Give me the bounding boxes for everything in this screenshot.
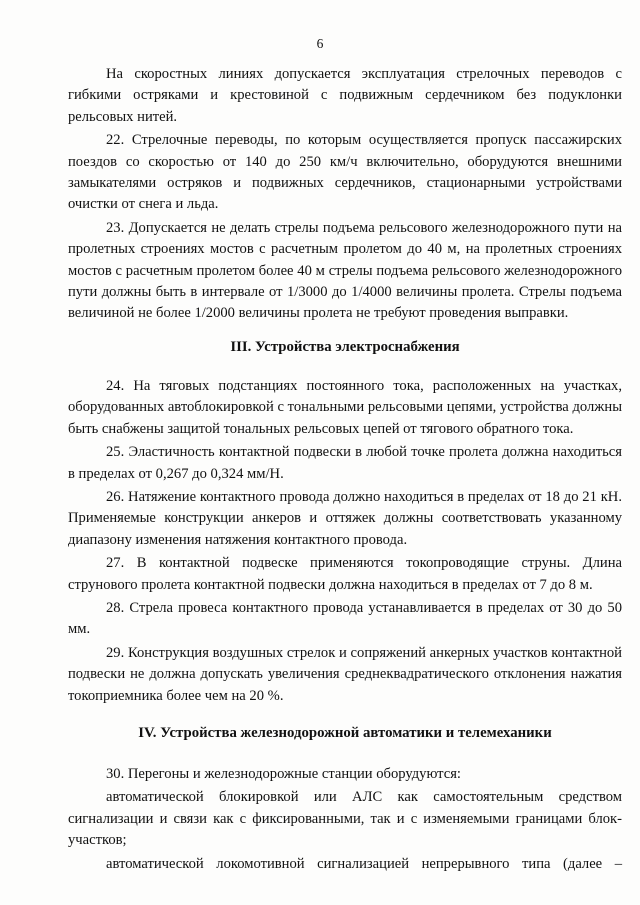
page-number: 6 [316,36,324,51]
paragraph-30: 30. Перегоны и железнодорожные станции оборудуются: [106,765,461,782]
paragraph-26: 26. Натяжение контактного провода должно находиться в пределах от 18 до 21 кН. Применяемые конструкции анкеров и оттяжек должны соответствовать указанному диапазону изменения натяжения контактного провода. [68,488,622,548]
paragraph-23: 23. Допускается не делать стрелы подъема рельсового железнодорожного пути на пролетных строениях мостов с расчетным пролетом до 40 м, на пролетных строениях мостов с расчетным пролетом более 40 м стрелы подъема рельсового железнодорожного пути должны быть в интервале от 1/3000 до 1/4000 величины пролета. Стрелы подъема величиной не более 1/2000 величины пролета не требуют проведения выправки. [68,219,622,322]
paragraph-27: 27. В контактной подвеске применяются токопроводящие струны. Длина струнового пролета контактной подвески должна находиться в пределах от 7 до 8 м. [68,555,622,593]
paragraph-24: 24. На тяговых подстанциях постоянного тока, расположенных на участках, оборудованных автоблокировкой с тональными рельсовыми цепями, устройства должны быть снабжены защитой тональных рельсовых цепей от тягового обратного тока. [68,377,622,437]
paragraph-25: 25. Эластичность контактной подвески в любой точке пролета должна находиться в пределах от 0,267 до 0,324 мм/Н. [68,444,622,482]
paragraph-high-speed-switches: На скоростных линиях допускается эксплуатация стрелочных переводов с гибкими остряками и крестовиной с подвижным сердечником без подуклонки рельсовых нитей. [68,66,622,125]
paragraph-30-item-locomotive-signaling: автоматической локомотивной сигнализацией непрерывного типа (далее – [106,855,622,872]
section-heading-automation: IV. Устройства железнодорожной автоматики и телемеханики [138,724,552,741]
paragraph-28: 28. Стрела провеса контактного провода устанавливается в пределах от 30 до 50 мм. [68,599,622,638]
document-body [68,64,622,877]
paragraph-22: 22. Стрелочные переводы, по которым осуществляется пропуск пассажирских поездов со скоростью от 140 до 250 км/ч включительно, оборудуются внешними замыкателями остряков и подвижных сердечников, стационарными устройствами очистки от снега и льда. [68,132,622,213]
paragraph-29: 29. Конструкция воздушных стрелок и сопряжений анкерных участков контактной подвески не должна допускать увеличения среднеквадратического отклонения нажатия токоприемника более чем на 20 %. [68,644,622,704]
paragraph-30-item-auto-blocking: автоматической блокировкой или АЛС как самостоятельным средством сигнализации и связи как с фиксированными, так и с изменяемыми границами блок-участков; [68,789,622,849]
section-heading-power-supply: III. Устройства электроснабжения [230,338,460,355]
